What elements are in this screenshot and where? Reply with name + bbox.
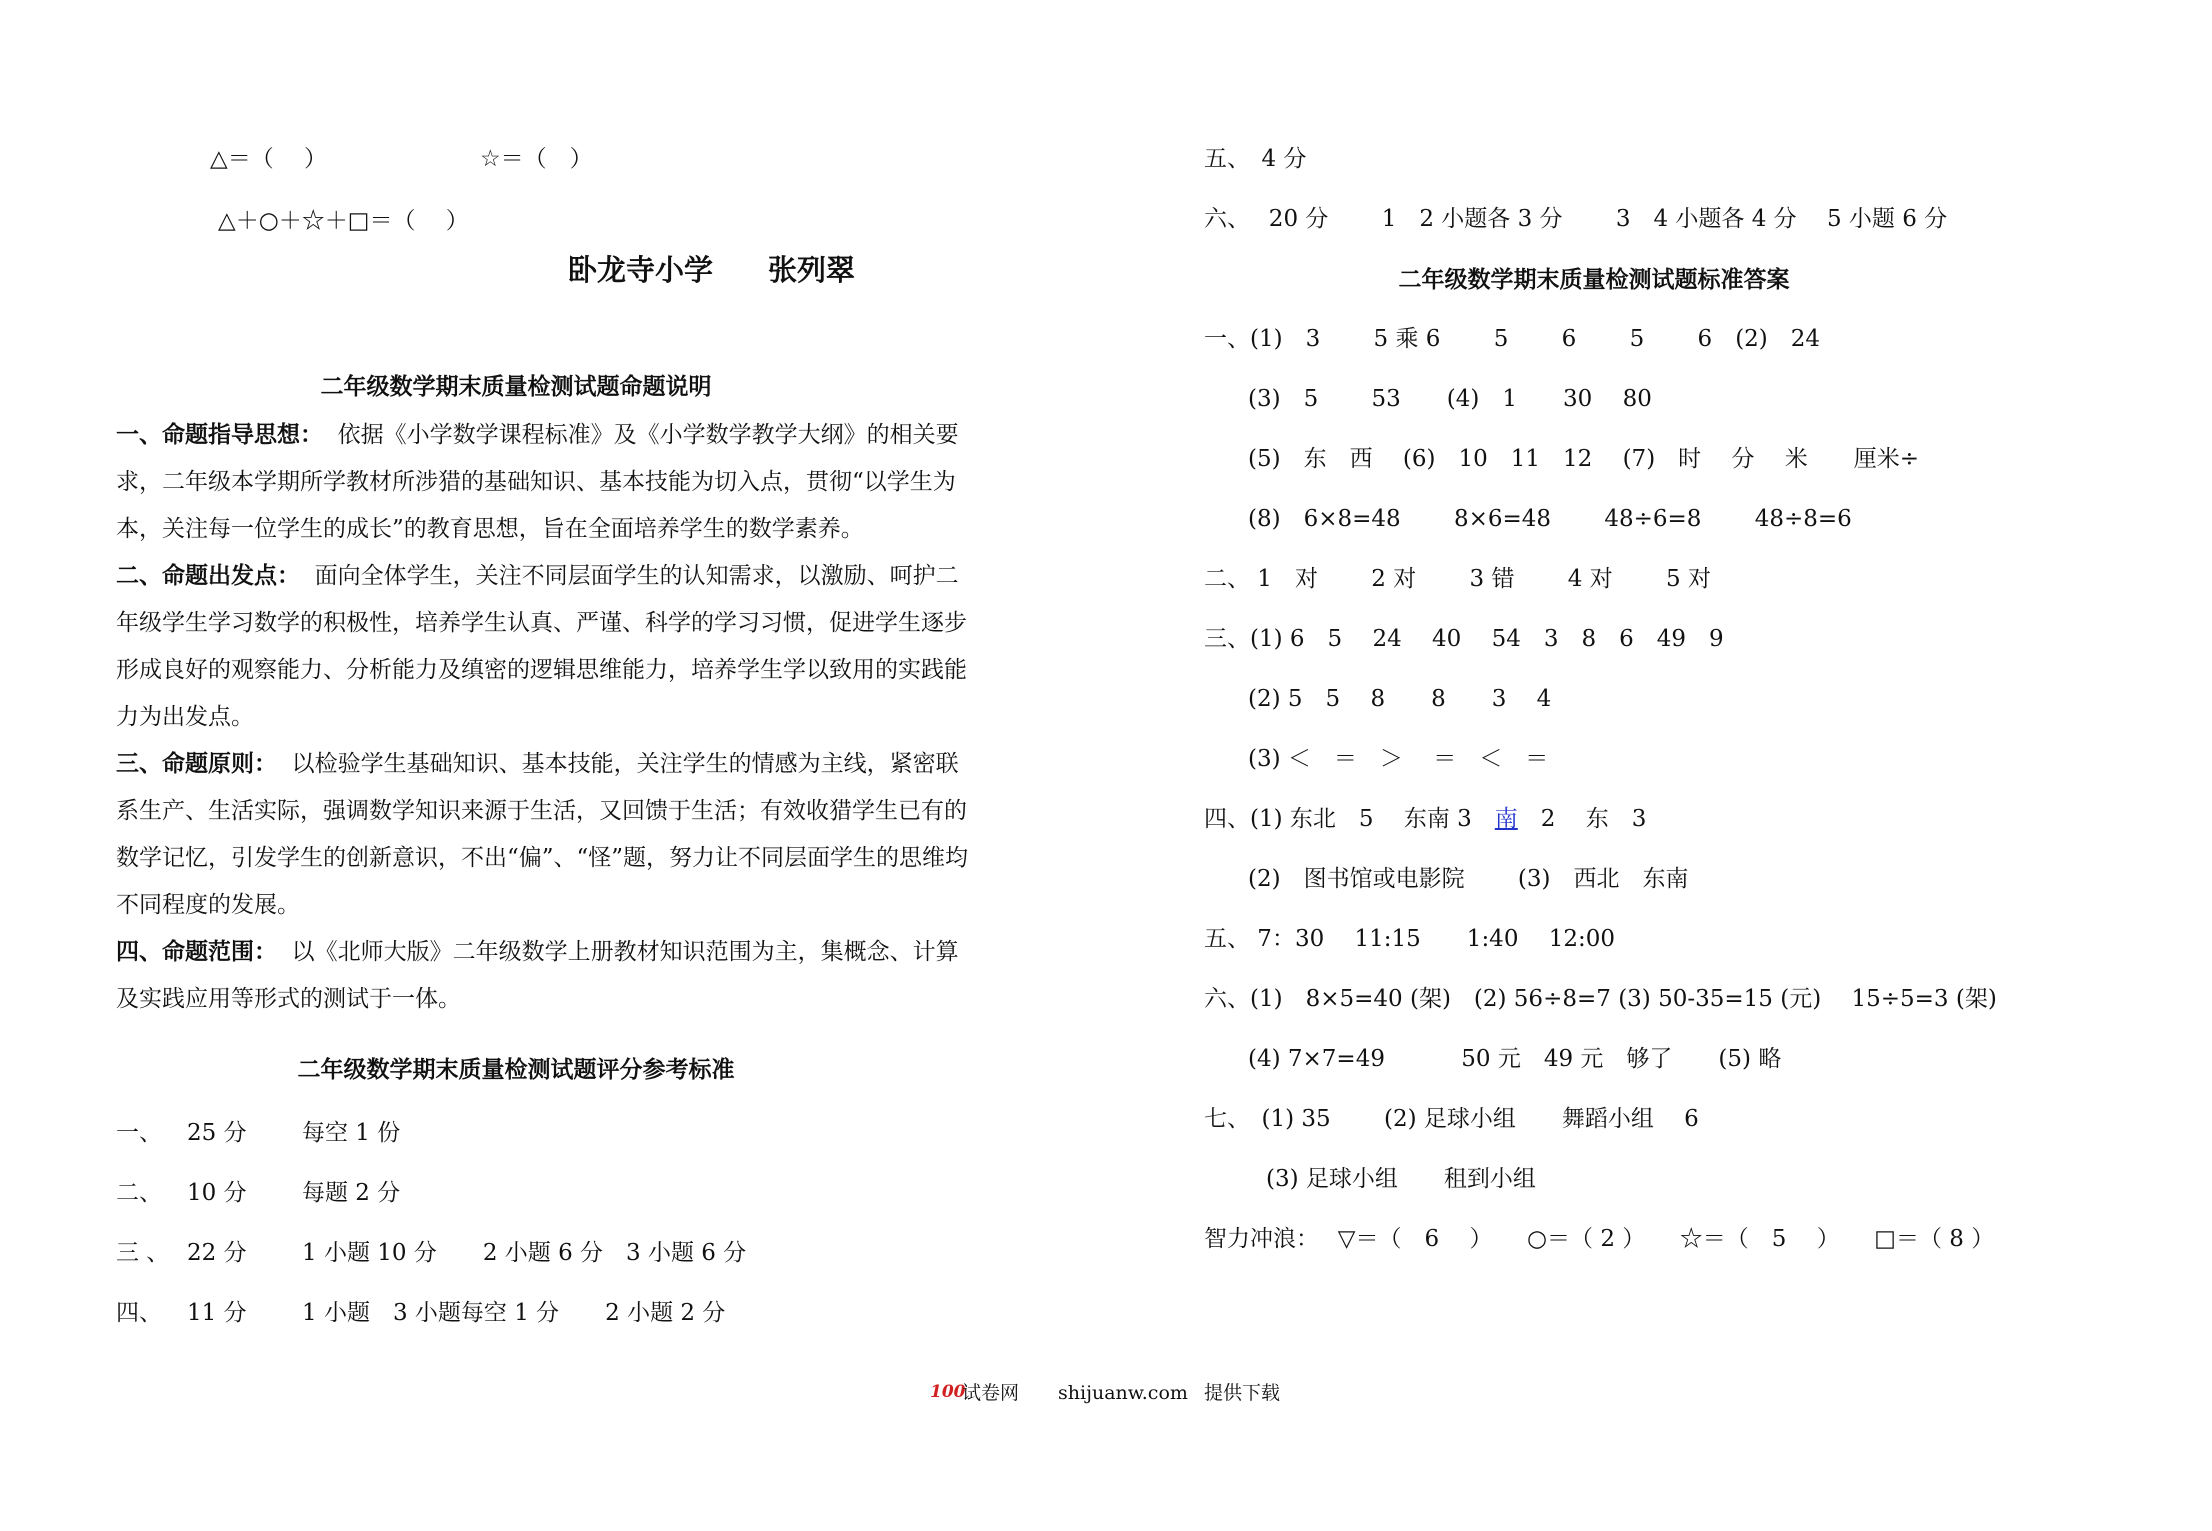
scoring-row-5: 五、 4 分 [1204,146,1307,172]
footer-url[interactable]: shijuanw.com [1058,1382,1188,1404]
scoring-row-num: 三 、 [116,1240,170,1266]
answer-line-11: 五、 7：30 11:15 1:40 12:00 [1204,926,1616,952]
school-name: 卧龙寺小学 [568,253,714,287]
notes-p2-line3: 形成良好的观察能力、分析能力及缜密的逻辑思维能力，培养学生学以致用的实践能 [116,657,967,683]
answer-line-13: (4) 7×7=49 50 元 49 元 够了 (5) 略 [1248,1046,1782,1072]
answer-line-1: 一、(1) 3 5 乘 6 5 6 5 6 (2) 24 [1204,326,1821,352]
answer-line-2: (3) 5 53 (4) 1 30 80 [1248,386,1652,412]
answer-line-9-b: 2 东 3 [1517,806,1647,832]
answer-line-5: 二、 1 对 2 对 3 错 4 对 5 对 [1204,566,1711,592]
notes-p1-text: 依据《小学数学课程标准》及《小学数学教学大纲》的相关要 [337,422,959,448]
footer-site-name: 试卷网 [962,1382,1020,1404]
scoring-title: 二年级数学期末质量检测试题评分参考标准 [297,1056,735,1083]
notes-p4-line2: 及实践应用等形式的测试于一体。 [116,986,461,1012]
notes-p1-line2: 求，二年级本学期所学教材所涉猎的基础知识、基本技能为切入点，贯彻“以学生为 [116,469,956,495]
author-name: 张列翠 [768,253,856,287]
answer-line-9-a: 四、(1) 东北 5 东南 3 [1204,806,1495,832]
footer-download-note: 提供下载 [1204,1382,1281,1404]
notes-p3-text: 以检验学生基础知识、基本技能，关注学生的情感为主线，紧密联 [291,751,959,777]
notes-p2-text: 面向全体学生，关注不同层面学生的认知需求，以激励、呵护二 [314,563,959,589]
notes-p3-line4: 不同程度的发展。 [116,892,300,918]
answer-line-12: 六、(1) 8×5=40 (架) (2) 56÷8=7 (3) 50-35=15 (元) 15÷5=3 (架) [1204,986,1997,1012]
site-logo: 100 [930,1382,966,1402]
scoring-row-num: 一、 [116,1120,162,1146]
answer-line-8: (3) ＜ ＝ ＞ ＝ ＜ ＝ [1248,746,1549,772]
answer-line-14: 七、 (1) 35 (2) 足球小组 舞蹈小组 6 [1204,1106,1699,1132]
notes-p2-line4: 力为出发点。 [116,704,254,730]
notes-p3-line2: 系生产、生活实际，强调数学知识来源于生活，又回馈于生活；有效收猎学生已有的 [116,798,967,824]
scoring-row-detail: 每空 1 份 [302,1120,401,1146]
answer-line-3: (5) 东 西 (6) 10 11 12 (7) 时 分 米 厘米÷ [1248,446,1920,472]
notes-p3-line1 [116,749,959,779]
scoring-row-6: 六、 20 分 1 2 小题各 3 分 3 4 小题各 4 分 5 小题 6 分 [1204,206,1948,232]
answer-line-9 [1204,804,1646,834]
scoring-row-detail: 每题 2 分 [302,1180,401,1206]
answer-line-15: (3) 足球小组 租到小组 [1266,1166,1536,1192]
puzzle-line-2: △＋○＋☆＋□＝（ ） [218,208,469,234]
notes-p2-line2: 年级学生学习数学的积极性，培养学生认真、严谨、科学的学习习惯，促进学生逐步 [116,610,967,636]
answer-line-7: (2) 5 5 8 8 3 4 [1248,686,1552,712]
scoring-row-num: 二、 [116,1180,162,1206]
answers-title: 二年级数学期末质量检测试题标准答案 [1398,266,1790,293]
scoring-row-num: 四、 [116,1300,162,1326]
notes-p3-label: 三、命题原则： [116,750,277,777]
notes-p3-line3: 数学记忆，引发学生的创新意识，不出“偏”、“怪”题，努力让不同层面学生的思维均 [116,845,969,871]
notes-p1-line1 [116,420,959,450]
answer-line-4: (8) 6×8=48 8×6=48 48÷6=8 48÷8=6 [1248,506,1852,532]
puzzle-line-1b: ☆＝（ ） [480,146,593,172]
notes-title: 二年级数学期末质量检测试题命题说明 [320,373,712,400]
notes-p4-line1 [116,937,959,967]
notes-p2-label: 二、命题出发点： [116,562,300,589]
notes-p4-label: 四、命题范围： [116,938,277,965]
answer-line-6: 三、(1) 6 5 24 40 54 3 8 6 49 9 [1204,626,1724,652]
notes-p1-line3: 本，关注每一位学生的成长”的教育思想，旨在全面培养学生的数学素养。 [116,516,864,542]
scoring-row-score: 22 分 [187,1240,247,1266]
notes-p4-text: 以《北师大版》二年级数学上册教材知识范围为主，集概念、计算 [291,939,959,965]
scoring-row-detail: 1 小题 3 小题每空 1 分 2 小题 2 分 [302,1300,726,1326]
scoring-row-score: 10 分 [187,1180,247,1206]
scoring-row-score: 25 分 [187,1120,247,1146]
notes-p1-label: 一、命题指导思想： [116,421,323,448]
puzzle-line-1a: △＝（ ） [210,146,327,172]
answer-link-south[interactable]: 南 [1494,806,1518,832]
answer-line-10: (2) 图书馆或电影院 (3) 西北 东南 [1248,866,1689,892]
scoring-row-detail: 1 小题 10 分 2 小题 6 分 3 小题 6 分 [302,1240,747,1266]
answer-line-16: 智力冲浪： ▽＝（ 6 ） ○＝（ 2 ） ☆＝（ 5 ） □＝（ 8 ） [1204,1226,1995,1252]
scoring-row-score: 11 分 [187,1300,247,1326]
notes-p2-line1 [116,561,959,591]
